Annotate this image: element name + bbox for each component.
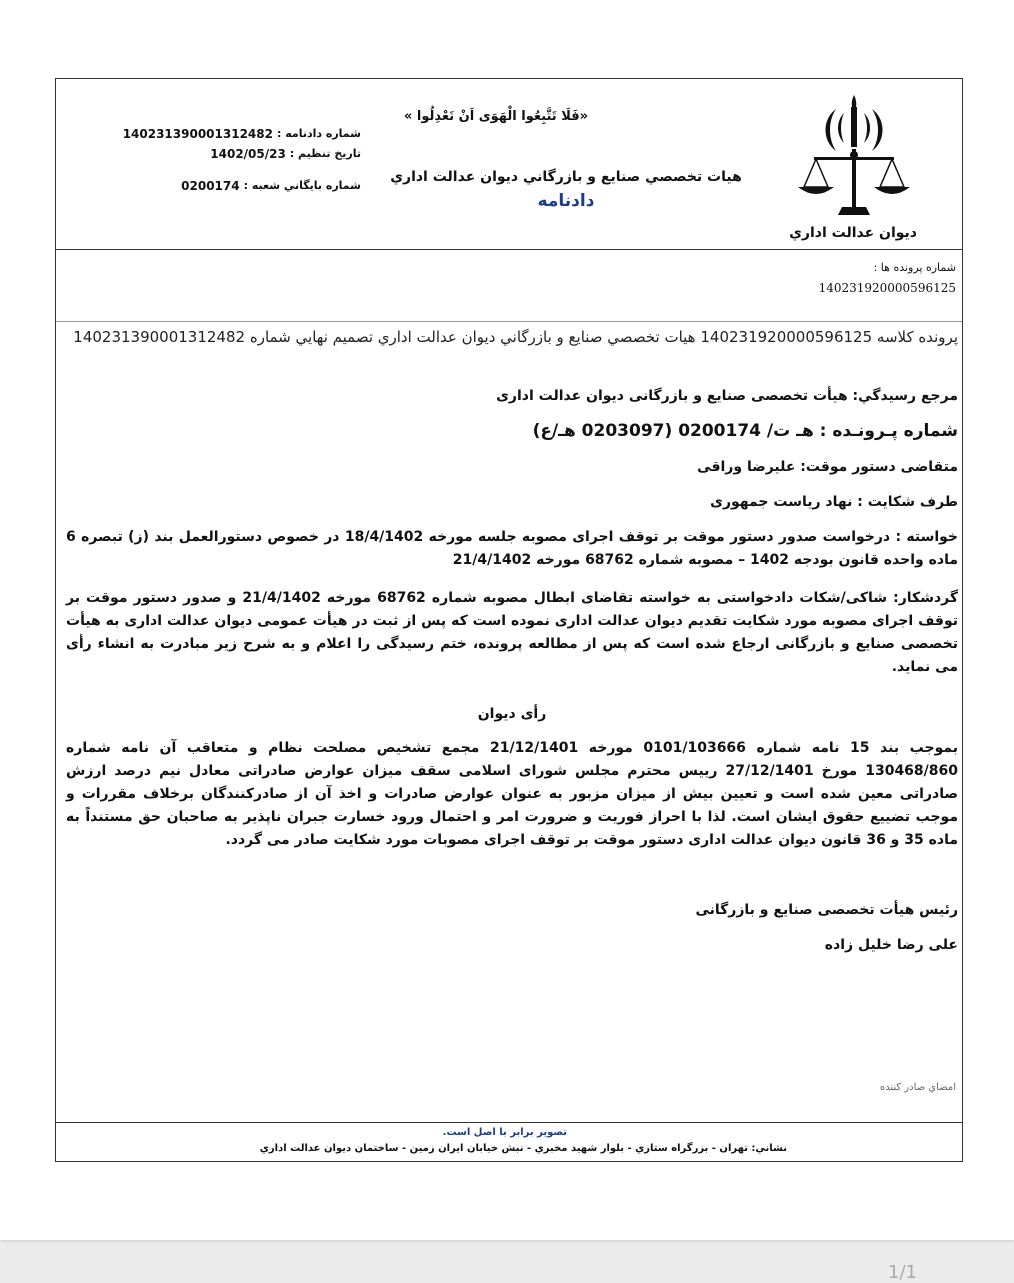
document-footer: [56, 1122, 962, 1161]
proceedings-paragraph: گردشکار: شاکی/شکات دادخواستی به خواسته تقاضای ابطال مصوبه شماره 68762 مورخه 21/4/1402 و صدور دستور موقت بر توقف اجرای مصوبه مورد شکايت تقديم ديوان عدالت اداری نموده است که پس از ثبت در هيأت عمومی ديوان عدالت اداری به هيأت تخصصی صنايع و بازرگانی ارجاع شده است که پس از مطالعه پرونده، ختم رسيدگی را اعلام و به شرح زير مبادرت به انشاء رأی می نمايد.: [66, 590, 958, 675]
document-title: دادنامه: [537, 191, 595, 211]
ruling-title: رأی ديوان: [477, 706, 547, 722]
court-emblem-icon: [784, 87, 924, 222]
date-value: 1402/05/23: [210, 147, 286, 161]
address-line: نشاني: تهران - بزرگراه ستاري - بلوار شهيد مخبري - نبش خيابان ايران زمين - ساختمان ديوان عدالت اداري: [259, 1143, 787, 1154]
verdict-number-row: [122, 127, 361, 147]
page-counter: 1/1: [888, 1262, 917, 1283]
applicant-line: متقاضی دستور موقت: عليرضا وراقی: [697, 459, 958, 475]
board-title: هيات تخصصي صنايع و بازرگاني ديوان عدالت اداري: [390, 169, 742, 185]
date-row: [131, 147, 361, 167]
signer-title: رئيس هيأت تخصصی صنايع و بازرگانی: [695, 902, 958, 918]
court-name: ديوان عدالت اداري: [789, 225, 917, 241]
file-number-line: شماره پـرونـده : هـ ت/ 0200174 (0203097 هـ/ع): [532, 421, 958, 441]
signer-name: علی رضا خليل زاده: [824, 937, 958, 953]
date-label: تاريخ تنظيم :: [289, 147, 361, 160]
document-header: [56, 79, 962, 250]
document-meta: [122, 127, 361, 199]
case-number-label: شماره پرونده ها :: [873, 261, 956, 274]
verdict-number: 140231390001312482: [122, 127, 273, 141]
case-number: 140231920000596125: [818, 281, 956, 295]
quran-verse: «فَلَا تَتَّبِعُوا الْهَوَى اَنْ تَعْدِلُوا »: [404, 109, 588, 124]
document-frame: [55, 78, 963, 1162]
verdict-number-label: شماره دادنامه :: [276, 127, 361, 140]
referral-line: مرجع رسيدگي: هيأت تخصصی صنايع و بازرگانی ديوان عدالت اداری: [496, 388, 958, 404]
archive-number-row: [131, 179, 361, 199]
request-paragraph: خواسته : درخواست صدور دستور موقت بر توقف اجرای مصوبه جلسه مورخه 18/4/1402 در خصوص دستورالعمل بند (ز) تبصره 6 ماده واحده قانون بودجه 1402 – مصوبه شماره 68762 مورخه 21/4/1402: [66, 529, 959, 568]
intro-paragraph: پرونده کلاسه 140231920000596125 هيات تخصصي صنايع و بازرگاني ديوان عدالت اداري تصميم نهايي شماره 140231390001312482: [73, 328, 958, 346]
archive-number-label: شماره بايگاني شعبه :: [243, 179, 361, 192]
respondent-line: طرف شکايت : نهاد رياست جمهوری: [710, 494, 958, 510]
signature-label: امضاي صادر کننده: [879, 1082, 956, 1093]
copy-note: تصوير برابر با اصل است.: [442, 1127, 567, 1138]
case-number-box: [56, 251, 962, 322]
archive-number: 0200174: [181, 179, 240, 193]
ruling-paragraph: بموجب بند 15 نامه شماره 0101/103666 مورخه 21/12/1401 مجمع تشخيص مصلحت نظام و متعاقب آن نامه شماره 130468/860 مورخ 27/12/1401 رييس محترم مجلس شورای اسلامی سقف ميزان عوارض صادراتی معادل نيم درصد ارزش صادراتی معين شده است و تعيين بيش از ميزان مزبور به عنوان عوارض صادرات و اخذ آن از صادرکنندگان برخلاف مقررات و موجب تضييع حقوق ايشان است. لذا با احراز فوريت و ضرورت امر و احتمال ورود خسارت جبران ناپذير به صاحبان حق مستنداً به ماده 35 و 36 قانون ديوان عدالت اداری دستور موقت بر توقف اجرای مصوبات مورد شکايت صادر می گردد.: [66, 740, 959, 848]
